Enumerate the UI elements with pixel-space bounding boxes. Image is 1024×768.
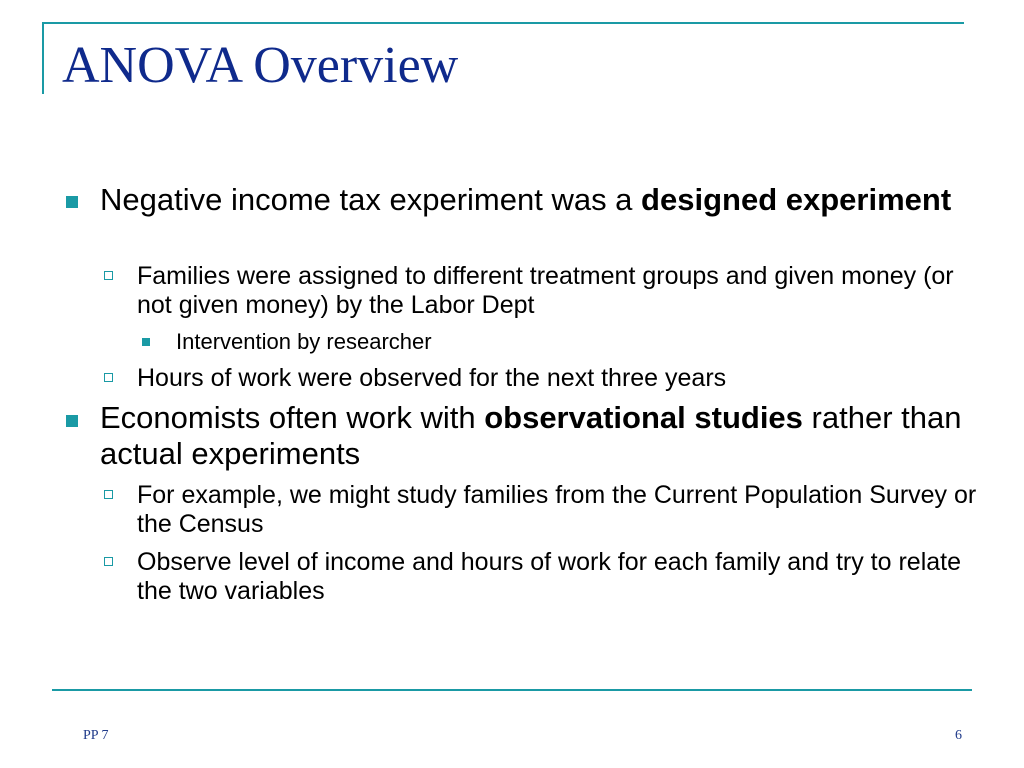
bullet-l2-text: Observe level of income and hours of work for each family and try to relate the two variables	[137, 548, 961, 605]
bullet-emphasis: observational studies	[484, 400, 803, 435]
bullet-l2-text: Hours of work were observed for the next three years	[137, 364, 727, 392]
bullet-l2-marker	[104, 557, 113, 566]
bullet-l2-text: Families were assigned to different treatment groups and given money (or not given money) by the Labor Dept	[137, 262, 954, 319]
bullet-l3-text: Intervention by researcher	[176, 329, 432, 354]
bullet-l2-marker	[104, 490, 113, 499]
bullet-l1-text	[100, 182, 970, 218]
footer-rule	[52, 689, 972, 691]
bullet-text-after: rather than actual experiments	[100, 400, 962, 471]
bullet-l3-marker	[142, 338, 150, 346]
slide-title: ANOVA Overview	[62, 37, 459, 94]
bullet-l1-text	[100, 400, 970, 472]
slide-number: 6	[955, 728, 962, 743]
bullet-l1-marker	[66, 196, 78, 208]
bullet-text: Economists often work with	[100, 400, 485, 435]
bullet-l2-text: For example, we might study families from the Current Population Survey or the Census	[137, 481, 977, 538]
bullet-l2-marker	[104, 271, 113, 280]
footer-label: PP 7	[83, 728, 109, 743]
bullet-l2-marker	[104, 373, 113, 382]
bullet-l1-marker	[66, 415, 78, 427]
bullet-emphasis: designed experiment	[641, 182, 952, 217]
bullet-text: Negative income tax experiment was a	[100, 182, 642, 217]
